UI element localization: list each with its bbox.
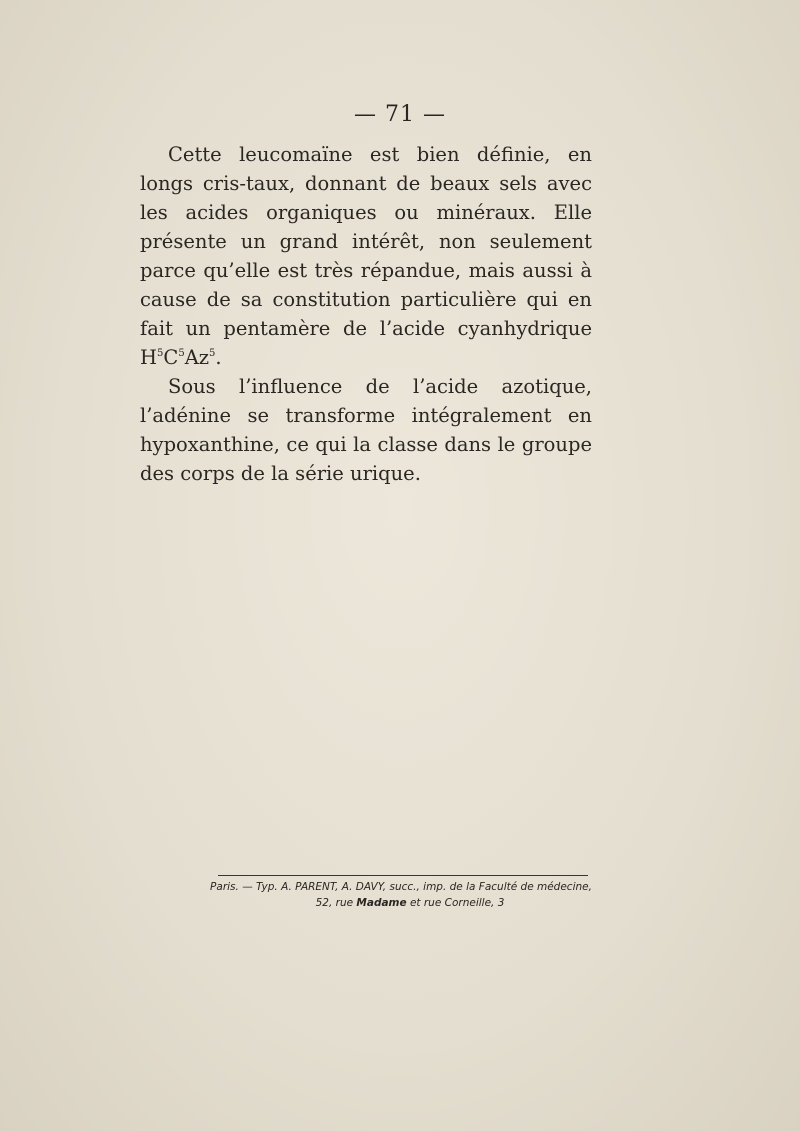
printer-imprint [0, 879, 800, 911]
body-text [140, 140, 592, 488]
paragraph-2: Sous l’influence de l’acide azotique, l’adénine se transforme intégralement en hypoxanthine, ce qui la classe dans le groupe des corps de la série urique. [140, 375, 592, 485]
chemical-formula: $H^5C^5Az^5$. [140, 346, 222, 369]
page-number: — 71 — [354, 102, 446, 127]
imprint-line-1: Paris. — Typ. A. PARENT, A. DAVY, succ., imp. de la Faculté de médecine, [210, 881, 592, 893]
paragraph-1 [140, 140, 592, 372]
footer-divider [218, 875, 588, 876]
paragraph-1-text: Cette leucomaïne est bien définie, en longs cris-taux, donnant de beaux sels avec les acides organiques ou minéraux. Elle présente un grand intérêt, non seulement parce qu’elle est très répandue, mais aussi à cause de sa constitution particulière qui en fait un pentamère de l’acide cyanhydrique [140, 143, 592, 340]
imprint-line-2: 52, rue Madame et rue Corneille, 3 [315, 897, 505, 909]
